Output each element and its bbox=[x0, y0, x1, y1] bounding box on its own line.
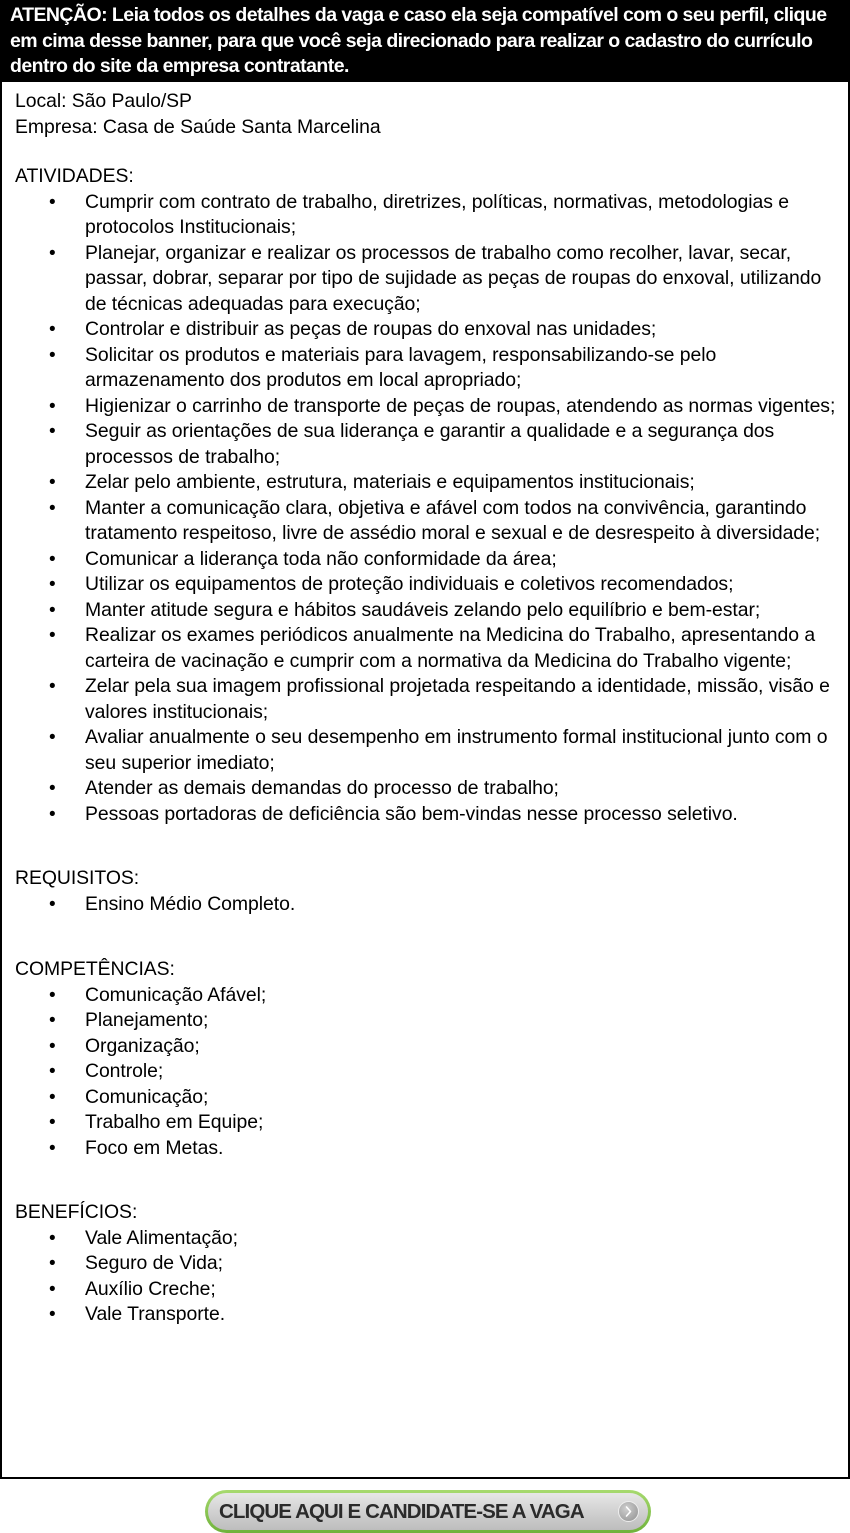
list-item-text: Zelar pela sua imagem profissional projetada respeitando a identidade, missão, visão e valores institucionais; bbox=[85, 675, 830, 723]
list-beneficios bbox=[15, 1226, 848, 1328]
list-item bbox=[15, 1008, 848, 1034]
list-item bbox=[15, 674, 848, 725]
list-item-text: Auxílio Creche; bbox=[85, 1277, 216, 1300]
bullet-icon: • bbox=[49, 676, 56, 697]
bullet-icon: • bbox=[49, 319, 56, 340]
bullet-icon: • bbox=[49, 497, 56, 519]
list-item-text: Ensino Médio Completo. bbox=[85, 892, 296, 915]
list-item bbox=[15, 1110, 848, 1136]
list-item-text: Controle; bbox=[85, 1060, 164, 1082]
list-item-text: Comunicação Afável; bbox=[85, 983, 267, 1006]
list-item bbox=[15, 496, 848, 547]
list-item bbox=[15, 983, 848, 1009]
list-item bbox=[15, 470, 848, 496]
bullet-icon: • bbox=[49, 548, 56, 570]
bullet-icon: • bbox=[49, 344, 56, 366]
bullet-icon: • bbox=[49, 1253, 56, 1274]
list-requisitos bbox=[15, 892, 848, 918]
bullet-icon: • bbox=[49, 1010, 56, 1031]
job-location: Local: São Paulo/SP bbox=[15, 90, 192, 112]
bullet-icon: • bbox=[49, 242, 56, 264]
apply-button[interactable] bbox=[205, 1490, 651, 1533]
banner-text[interactable]: ATENÇÃO: Leia todos os detalhes da vaga e caso ela seja compatível com o seu perfil, clique em cima desse banner, para que você seja direcionado para realizar o cadastro do currículo dentro do site da empresa contratante. bbox=[10, 4, 827, 77]
list-item-text: Comunicar a liderança toda não conformidade da área; bbox=[85, 547, 557, 570]
list-item-text: Higienizar o carrinho de transporte de peças de roupas, atendendo as normas vigentes; bbox=[85, 394, 836, 417]
list-item-text: Comunicação; bbox=[85, 1085, 209, 1108]
list-item-text: Organização; bbox=[85, 1034, 200, 1057]
list-item-text: Realizar os exames periódicos anualmente na Medicina do Trabalho, apresentando a carteira de vacinação e cumprir com a normativa da Medicina do Trabalho vigente; bbox=[85, 624, 816, 672]
bullet-icon: • bbox=[49, 625, 56, 646]
bullet-icon: • bbox=[49, 893, 56, 915]
bullet-icon: • bbox=[49, 1278, 56, 1300]
job-company: Empresa: Casa de Saúde Santa Marcelina bbox=[15, 115, 381, 138]
list-item-text: Cumprir com contrato de trabalho, diretrizes, políticas, normativas, metodologias e protocolos Institucionais; bbox=[85, 190, 789, 238]
list-item bbox=[15, 623, 848, 674]
bullet-icon: • bbox=[49, 599, 56, 621]
list-item bbox=[15, 598, 848, 624]
list-item-text: Trabalho em Equipe; bbox=[85, 1111, 264, 1133]
bullet-icon: • bbox=[49, 1304, 56, 1325]
job-description bbox=[0, 82, 850, 1479]
list-item-text: Seguir as orientações de sua liderança e garantir a qualidade e a segurança dos processos de trabalho; bbox=[85, 420, 775, 468]
list-item-text: Manter a comunicação clara, objetiva e afável com todos na convivência, garantindo tratamento respeitoso, livre de assédio moral e sexual e de desrespeito à diversidade; bbox=[85, 496, 821, 544]
bullet-icon: • bbox=[49, 803, 56, 825]
section-title-competencias: COMPETÊNCIAS: bbox=[15, 958, 175, 980]
bullet-icon: • bbox=[49, 191, 56, 213]
list-item bbox=[15, 1226, 848, 1252]
apply-button-label[interactable]: CLIQUE AQUI E CANDIDATE-SE A VAGA bbox=[219, 1500, 584, 1523]
list-atividades bbox=[15, 190, 848, 828]
bullet-icon: • bbox=[49, 574, 56, 595]
bullet-icon: • bbox=[49, 984, 56, 1006]
apply-button-face[interactable] bbox=[208, 1493, 648, 1530]
list-item bbox=[15, 802, 848, 828]
list-item-text: Atender as demais demandas do processo de trabalho; bbox=[85, 777, 559, 799]
list-item-text: Seguro de Vida; bbox=[85, 1252, 223, 1274]
section-title-beneficios: BENEFÍCIOS: bbox=[15, 1201, 138, 1223]
list-item-text: Planejamento; bbox=[85, 1009, 209, 1031]
list-item bbox=[15, 190, 848, 241]
list-item-text: Avaliar anualmente o seu desempenho em instrumento formal institucional junto com o seu superior imediato; bbox=[85, 726, 828, 774]
list-competencias bbox=[15, 983, 848, 1162]
list-item bbox=[15, 1059, 848, 1085]
bullet-icon: • bbox=[49, 395, 56, 417]
bullet-icon: • bbox=[49, 421, 56, 442]
list-item bbox=[15, 776, 848, 802]
list-item bbox=[15, 394, 848, 420]
list-item bbox=[15, 547, 848, 573]
list-item bbox=[15, 343, 848, 394]
list-item bbox=[15, 1136, 848, 1162]
list-item bbox=[15, 1085, 848, 1111]
list-item-text: Vale Transporte. bbox=[85, 1303, 226, 1325]
bullet-icon: • bbox=[49, 1227, 56, 1249]
list-item-text: Utilizar os equipamentos de proteção individuais e coletivos recomendados; bbox=[85, 573, 734, 595]
list-item-text: Zelar pelo ambiente, estrutura, materiais e equipamentos institucionais; bbox=[85, 471, 695, 493]
bullet-icon: • bbox=[49, 1137, 56, 1159]
bullet-icon: • bbox=[49, 1086, 56, 1108]
list-item bbox=[15, 1251, 848, 1277]
list-item bbox=[15, 1302, 848, 1328]
bullet-icon: • bbox=[49, 1112, 56, 1133]
list-item bbox=[15, 1277, 848, 1303]
list-item bbox=[15, 317, 848, 343]
list-item bbox=[15, 241, 848, 318]
section-title-atividades: ATIVIDADES: bbox=[15, 165, 134, 187]
list-item-text: Controlar e distribuir as peças de roupas do enxoval nas unidades; bbox=[85, 318, 657, 340]
list-item bbox=[15, 419, 848, 470]
list-item-text: Pessoas portadoras de deficiência são bem-vindas nesse processo seletivo. bbox=[85, 802, 738, 825]
chevron-right-circle-icon[interactable] bbox=[618, 1501, 639, 1522]
list-item-text: Manter atitude segura e hábitos saudáveis zelando pelo equilíbrio e bem-estar; bbox=[85, 598, 761, 621]
attention-banner[interactable] bbox=[0, 0, 850, 82]
list-item-text: Planejar, organizar e realizar os processos de trabalho como recolher, lavar, secar, passar, dobrar, separar por tipo de sujidade as peças de roupas do enxoval, utilizando de técnicas adequadas para execução; bbox=[85, 241, 822, 315]
list-item bbox=[15, 725, 848, 776]
section-title-requisitos: REQUISITOS: bbox=[15, 867, 140, 889]
bullet-icon: • bbox=[49, 1061, 56, 1082]
list-item bbox=[15, 892, 848, 918]
list-item-text: Foco em Metas. bbox=[85, 1136, 224, 1159]
list-item bbox=[15, 1034, 848, 1060]
bullet-icon: • bbox=[49, 472, 56, 493]
list-item-text: Solicitar os produtos e materiais para lavagem, responsabilizando-se pelo armazenamento dos produtos em local apropriado; bbox=[85, 343, 717, 391]
bullet-icon: • bbox=[49, 778, 56, 799]
list-item-text: Vale Alimentação; bbox=[85, 1226, 238, 1249]
bullet-icon: • bbox=[49, 1035, 56, 1057]
list-item bbox=[15, 572, 848, 598]
bullet-icon: • bbox=[49, 727, 56, 748]
